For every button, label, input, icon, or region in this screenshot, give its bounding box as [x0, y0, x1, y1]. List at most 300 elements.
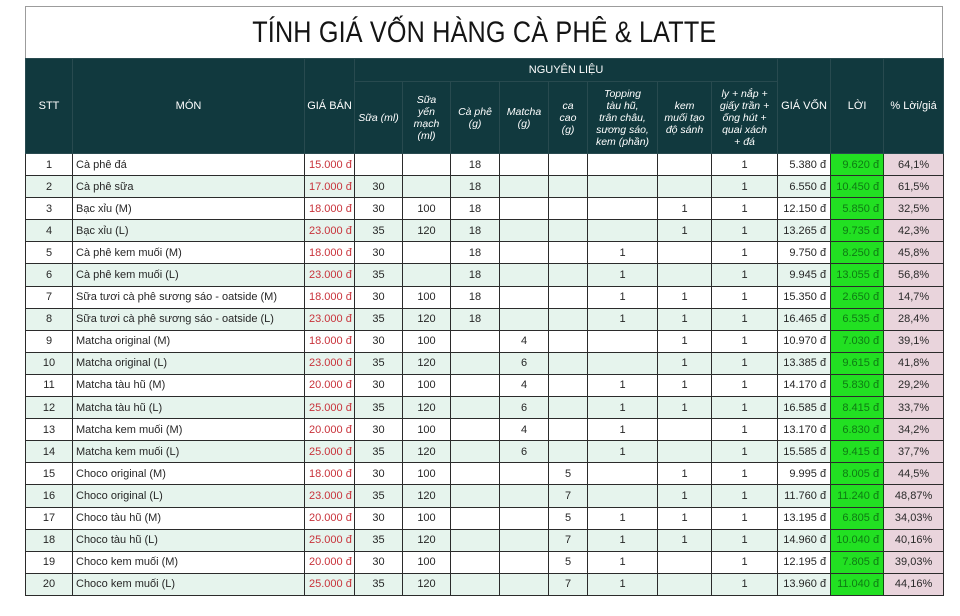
- cell-matcha[interactable]: [500, 154, 549, 176]
- cell-gia-ban[interactable]: 20.000 đ: [305, 374, 355, 396]
- cell-matcha[interactable]: 4: [500, 374, 549, 396]
- cell-sua[interactable]: 30: [355, 374, 403, 396]
- cell-ca-cao[interactable]: [549, 220, 588, 242]
- cell-ca-cao[interactable]: [549, 419, 588, 441]
- cell-sua[interactable]: 35: [355, 441, 403, 463]
- cell-gia-ban[interactable]: 23.000 đ: [305, 352, 355, 374]
- table-row: [26, 242, 944, 264]
- table-row: [26, 374, 944, 396]
- cell-mon[interactable]: Choco original (M): [73, 463, 305, 485]
- cell-loi[interactable]: 5.830 đ: [831, 374, 884, 396]
- cell-sua-yen-mach[interactable]: 120: [403, 352, 451, 374]
- cell-topping[interactable]: 1: [588, 397, 658, 419]
- cell-mon[interactable]: Matcha original (M): [73, 330, 305, 352]
- cell-gia-ban[interactable]: 20.000 đ: [305, 551, 355, 573]
- cell-gia-ban[interactable]: 15.000 đ: [305, 154, 355, 176]
- cell-pct[interactable]: 56,8%: [884, 264, 944, 286]
- cell-ly[interactable]: 1: [712, 198, 778, 220]
- cell-stt[interactable]: 15: [26, 463, 73, 485]
- cell-loi[interactable]: 6.830 đ: [831, 419, 884, 441]
- cell-ly[interactable]: 1: [712, 330, 778, 352]
- cell-kem-muoi[interactable]: 1: [658, 220, 712, 242]
- cell-ca-phe[interactable]: 18: [451, 308, 500, 330]
- cell-topping[interactable]: [588, 352, 658, 374]
- cell-stt[interactable]: 19: [26, 551, 73, 573]
- cell-stt[interactable]: 5: [26, 242, 73, 264]
- cell-mon[interactable]: Cà phê kem muối (L): [73, 264, 305, 286]
- cell-ca-cao[interactable]: 5: [549, 463, 588, 485]
- cell-sua-yen-mach[interactable]: 100: [403, 507, 451, 529]
- table-row: [26, 397, 944, 419]
- cell-loi[interactable]: 9.415 đ: [831, 441, 884, 463]
- cell-sua-yen-mach[interactable]: 120: [403, 529, 451, 551]
- cell-loi[interactable]: 7.030 đ: [831, 330, 884, 352]
- cell-topping[interactable]: [588, 463, 658, 485]
- cell-gia-von[interactable]: 10.970 đ: [778, 330, 831, 352]
- cell-sua[interactable]: 30: [355, 330, 403, 352]
- cell-matcha[interactable]: [500, 176, 549, 198]
- header-nguyen-lieu: NGUYÊN LIỆU: [355, 59, 778, 82]
- cell-mon[interactable]: Cà phê sữa: [73, 176, 305, 198]
- cell-ca-phe[interactable]: [451, 463, 500, 485]
- cell-pct[interactable]: 34,03%: [884, 507, 944, 529]
- cell-ca-cao[interactable]: [549, 397, 588, 419]
- cell-pct[interactable]: 28,4%: [884, 308, 944, 330]
- cell-sua-yen-mach[interactable]: 100: [403, 419, 451, 441]
- cell-sua-yen-mach[interactable]: 100: [403, 198, 451, 220]
- cell-loi[interactable]: 9.615 đ: [831, 352, 884, 374]
- cell-sua-yen-mach[interactable]: 120: [403, 220, 451, 242]
- cell-matcha[interactable]: [500, 551, 549, 573]
- cell-mon[interactable]: Choco tàu hũ (L): [73, 529, 305, 551]
- cell-ly[interactable]: 1: [712, 154, 778, 176]
- cell-loi[interactable]: 8.415 đ: [831, 397, 884, 419]
- cell-stt[interactable]: 8: [26, 308, 73, 330]
- cell-loi[interactable]: 8.250 đ: [831, 242, 884, 264]
- cell-sua[interactable]: 30: [355, 198, 403, 220]
- cell-sua-yen-mach[interactable]: 100: [403, 374, 451, 396]
- table-row: [26, 441, 944, 463]
- header-topping: Topping tàu hũ, trân châu, sương sáo, kem (phần): [588, 82, 658, 154]
- cell-kem-muoi[interactable]: [658, 176, 712, 198]
- cell-kem-muoi[interactable]: [658, 441, 712, 463]
- cell-topping[interactable]: 1: [588, 286, 658, 308]
- cell-gia-von[interactable]: 5.380 đ: [778, 154, 831, 176]
- cell-sua[interactable]: 30: [355, 286, 403, 308]
- cell-ca-cao[interactable]: [549, 154, 588, 176]
- cell-loi[interactable]: 10.040 đ: [831, 529, 884, 551]
- cell-sua[interactable]: 30: [355, 507, 403, 529]
- cell-stt[interactable]: 17: [26, 507, 73, 529]
- cell-topping[interactable]: 1: [588, 308, 658, 330]
- cell-matcha[interactable]: [500, 242, 549, 264]
- cell-ca-phe[interactable]: [451, 330, 500, 352]
- cell-mon[interactable]: Choco original (L): [73, 485, 305, 507]
- table-row: [26, 419, 944, 441]
- cell-sua-yen-mach[interactable]: 100: [403, 551, 451, 573]
- cell-matcha[interactable]: [500, 198, 549, 220]
- cell-topping[interactable]: 1: [588, 507, 658, 529]
- cell-gia-von[interactable]: 13.960 đ: [778, 573, 831, 595]
- cell-stt[interactable]: 7: [26, 286, 73, 308]
- cell-sua[interactable]: 35: [355, 397, 403, 419]
- cell-ly[interactable]: 1: [712, 374, 778, 396]
- cell-kem-muoi[interactable]: 1: [658, 286, 712, 308]
- cell-topping[interactable]: 1: [588, 374, 658, 396]
- cell-mon[interactable]: Bạc xỉu (L): [73, 220, 305, 242]
- cell-loi[interactable]: 10.450 đ: [831, 176, 884, 198]
- cell-ca-phe[interactable]: 18: [451, 286, 500, 308]
- cell-ly[interactable]: 1: [712, 551, 778, 573]
- cell-topping[interactable]: 1: [588, 441, 658, 463]
- cell-sua-yen-mach[interactable]: 120: [403, 308, 451, 330]
- cell-topping[interactable]: [588, 485, 658, 507]
- cell-pct[interactable]: 39,03%: [884, 551, 944, 573]
- cell-sua-yen-mach[interactable]: [403, 154, 451, 176]
- cell-ca-phe[interactable]: 18: [451, 154, 500, 176]
- cell-kem-muoi[interactable]: 1: [658, 198, 712, 220]
- table-row: [26, 176, 944, 198]
- cell-kem-muoi[interactable]: [658, 419, 712, 441]
- cell-loi[interactable]: 11.240 đ: [831, 485, 884, 507]
- cell-matcha[interactable]: 4: [500, 419, 549, 441]
- cell-stt[interactable]: 6: [26, 264, 73, 286]
- cell-matcha[interactable]: [500, 529, 549, 551]
- sheet-title: TÍNH GIÁ VỐN HÀNG CÀ PHÊ & LATTE: [251, 15, 717, 49]
- cell-ly[interactable]: 1: [712, 286, 778, 308]
- cell-stt[interactable]: 2: [26, 176, 73, 198]
- cell-sua-yen-mach[interactable]: 120: [403, 441, 451, 463]
- cell-topping[interactable]: [588, 198, 658, 220]
- cell-ly[interactable]: 1: [712, 352, 778, 374]
- cell-gia-ban[interactable]: 23.000 đ: [305, 264, 355, 286]
- cell-topping[interactable]: 1: [588, 264, 658, 286]
- cell-ly[interactable]: 1: [712, 485, 778, 507]
- cell-gia-ban[interactable]: 25.000 đ: [305, 397, 355, 419]
- cell-ca-cao[interactable]: 7: [549, 485, 588, 507]
- cell-ca-cao[interactable]: 5: [549, 507, 588, 529]
- cell-matcha[interactable]: [500, 463, 549, 485]
- cell-ca-cao[interactable]: [549, 308, 588, 330]
- cell-mon[interactable]: Sữa tươi cà phê sương sáo - oatside (L): [73, 308, 305, 330]
- cell-gia-ban[interactable]: 18.000 đ: [305, 198, 355, 220]
- cell-ca-phe[interactable]: [451, 529, 500, 551]
- cell-gia-von[interactable]: 16.465 đ: [778, 308, 831, 330]
- cell-ca-cao[interactable]: [549, 330, 588, 352]
- cell-ca-cao[interactable]: [549, 286, 588, 308]
- cell-sua-yen-mach[interactable]: 100: [403, 330, 451, 352]
- cell-sua-yen-mach[interactable]: [403, 264, 451, 286]
- cell-topping[interactable]: [588, 330, 658, 352]
- cell-topping[interactable]: [588, 154, 658, 176]
- cell-ca-phe[interactable]: [451, 419, 500, 441]
- cell-gia-ban[interactable]: 18.000 đ: [305, 463, 355, 485]
- cell-ca-cao[interactable]: 5: [549, 551, 588, 573]
- cell-stt[interactable]: 11: [26, 374, 73, 396]
- cell-gia-ban[interactable]: 23.000 đ: [305, 485, 355, 507]
- cell-ly[interactable]: 1: [712, 419, 778, 441]
- cell-loi[interactable]: 8.005 đ: [831, 463, 884, 485]
- cost-sheet: [25, 6, 943, 596]
- cell-ca-phe[interactable]: [451, 397, 500, 419]
- cell-ca-phe[interactable]: [451, 485, 500, 507]
- cell-sua-yen-mach[interactable]: 100: [403, 463, 451, 485]
- cell-gia-ban[interactable]: 23.000 đ: [305, 308, 355, 330]
- table-row: [26, 198, 944, 220]
- cell-pct[interactable]: 41,8%: [884, 352, 944, 374]
- cell-matcha[interactable]: [500, 485, 549, 507]
- cell-loi[interactable]: 2.650 đ: [831, 286, 884, 308]
- cell-sua-yen-mach[interactable]: 120: [403, 573, 451, 595]
- cell-pct[interactable]: 37,7%: [884, 441, 944, 463]
- cell-sua-yen-mach[interactable]: [403, 242, 451, 264]
- cell-ly[interactable]: 1: [712, 507, 778, 529]
- cell-gia-von[interactable]: 15.350 đ: [778, 286, 831, 308]
- cell-pct[interactable]: 39,1%: [884, 330, 944, 352]
- cell-stt[interactable]: 4: [26, 220, 73, 242]
- cell-kem-muoi[interactable]: [658, 264, 712, 286]
- cell-topping[interactable]: 1: [588, 551, 658, 573]
- cell-sua-yen-mach[interactable]: 100: [403, 286, 451, 308]
- cell-loi[interactable]: 6.535 đ: [831, 308, 884, 330]
- cell-mon[interactable]: Choco tàu hũ (M): [73, 507, 305, 529]
- cell-kem-muoi[interactable]: 1: [658, 352, 712, 374]
- cell-kem-muoi[interactable]: 1: [658, 507, 712, 529]
- cell-pct[interactable]: 48,87%: [884, 485, 944, 507]
- cell-ly[interactable]: 1: [712, 441, 778, 463]
- cell-ca-cao[interactable]: [549, 352, 588, 374]
- cell-loi[interactable]: 9.620 đ: [831, 154, 884, 176]
- cell-matcha[interactable]: 6: [500, 441, 549, 463]
- cell-topping[interactable]: 1: [588, 242, 658, 264]
- cell-gia-ban[interactable]: 25.000 đ: [305, 441, 355, 463]
- cell-gia-von[interactable]: 16.585 đ: [778, 397, 831, 419]
- cell-gia-von[interactable]: 12.195 đ: [778, 551, 831, 573]
- cell-mon[interactable]: Choco kem muối (M): [73, 551, 305, 573]
- cell-gia-von[interactable]: 13.195 đ: [778, 507, 831, 529]
- cell-ca-phe[interactable]: [451, 352, 500, 374]
- cell-kem-muoi[interactable]: 1: [658, 330, 712, 352]
- cell-ca-cao[interactable]: 7: [549, 573, 588, 595]
- cell-gia-von[interactable]: 9.750 đ: [778, 242, 831, 264]
- cell-mon[interactable]: Sữa tươi cà phê sương sáo - oatside (M): [73, 286, 305, 308]
- cell-ca-phe[interactable]: 18: [451, 264, 500, 286]
- cell-mon[interactable]: Bạc xỉu (M): [73, 198, 305, 220]
- header-pct: % Lời/giá: [884, 59, 944, 154]
- cell-matcha[interactable]: 6: [500, 352, 549, 374]
- cell-stt[interactable]: 13: [26, 419, 73, 441]
- cell-loi[interactable]: 9.735 đ: [831, 220, 884, 242]
- header-sua: Sữa (ml): [355, 82, 403, 154]
- cell-kem-muoi[interactable]: 1: [658, 529, 712, 551]
- cell-kem-muoi[interactable]: 1: [658, 463, 712, 485]
- cell-sua[interactable]: 35: [355, 573, 403, 595]
- table-row: [26, 352, 944, 374]
- cell-gia-ban[interactable]: 25.000 đ: [305, 573, 355, 595]
- cell-topping[interactable]: 1: [588, 529, 658, 551]
- cell-matcha[interactable]: [500, 507, 549, 529]
- cell-topping[interactable]: 1: [588, 573, 658, 595]
- cell-sua-yen-mach[interactable]: 120: [403, 397, 451, 419]
- cell-stt[interactable]: 9: [26, 330, 73, 352]
- cell-gia-ban[interactable]: 18.000 đ: [305, 286, 355, 308]
- cell-matcha[interactable]: [500, 308, 549, 330]
- cell-mon[interactable]: Matcha tàu hũ (L): [73, 397, 305, 419]
- cell-mon[interactable]: Matcha tàu hũ (M): [73, 374, 305, 396]
- cell-ca-phe[interactable]: [451, 441, 500, 463]
- cell-gia-von[interactable]: 13.265 đ: [778, 220, 831, 242]
- cell-mon[interactable]: Cà phê đá: [73, 154, 305, 176]
- header-ca-cao: ca cao (g): [549, 82, 588, 154]
- cell-ca-cao[interactable]: [549, 374, 588, 396]
- cell-gia-ban[interactable]: 18.000 đ: [305, 330, 355, 352]
- cell-mon[interactable]: Matcha kem muối (M): [73, 419, 305, 441]
- cell-mon[interactable]: Choco kem muối (L): [73, 573, 305, 595]
- cell-gia-ban[interactable]: 25.000 đ: [305, 529, 355, 551]
- cell-ca-phe[interactable]: 18: [451, 176, 500, 198]
- cell-ca-phe[interactable]: [451, 507, 500, 529]
- cell-gia-ban[interactable]: 20.000 đ: [305, 507, 355, 529]
- cell-sua[interactable]: 35: [355, 264, 403, 286]
- cell-ly[interactable]: 1: [712, 176, 778, 198]
- cell-sua[interactable]: 30: [355, 176, 403, 198]
- cell-ly[interactable]: 1: [712, 463, 778, 485]
- cell-matcha[interactable]: [500, 573, 549, 595]
- cell-sua[interactable]: 30: [355, 551, 403, 573]
- cell-ly[interactable]: 1: [712, 397, 778, 419]
- cell-ca-cao[interactable]: [549, 242, 588, 264]
- cell-kem-muoi[interactable]: 1: [658, 374, 712, 396]
- cell-sua[interactable]: 30: [355, 419, 403, 441]
- cell-kem-muoi[interactable]: [658, 551, 712, 573]
- cell-kem-muoi[interactable]: 1: [658, 485, 712, 507]
- cell-gia-von[interactable]: 9.945 đ: [778, 264, 831, 286]
- cell-kem-muoi[interactable]: [658, 154, 712, 176]
- title-box: [25, 6, 943, 58]
- cell-stt[interactable]: 12: [26, 397, 73, 419]
- cell-gia-von[interactable]: 13.385 đ: [778, 352, 831, 374]
- cell-matcha[interactable]: [500, 264, 549, 286]
- cell-pct[interactable]: 44,5%: [884, 463, 944, 485]
- cell-stt[interactable]: 14: [26, 441, 73, 463]
- cell-pct[interactable]: 61,5%: [884, 176, 944, 198]
- cell-ca-phe[interactable]: 18: [451, 242, 500, 264]
- cell-gia-ban[interactable]: 23.000 đ: [305, 220, 355, 242]
- cell-matcha[interactable]: [500, 286, 549, 308]
- cell-gia-von[interactable]: 14.960 đ: [778, 529, 831, 551]
- cell-pct[interactable]: 34,2%: [884, 419, 944, 441]
- header-loi: LỜI: [831, 59, 884, 154]
- cell-stt[interactable]: 16: [26, 485, 73, 507]
- cell-stt[interactable]: 1: [26, 154, 73, 176]
- cell-ly[interactable]: 1: [712, 220, 778, 242]
- cell-pct[interactable]: 40,16%: [884, 529, 944, 551]
- cell-mon[interactable]: Matcha kem muối (L): [73, 441, 305, 463]
- cell-loi[interactable]: 13.055 đ: [831, 264, 884, 286]
- cell-topping[interactable]: [588, 176, 658, 198]
- cell-pct[interactable]: 64,1%: [884, 154, 944, 176]
- table-row: [26, 573, 944, 595]
- cell-sua[interactable]: 30: [355, 242, 403, 264]
- cell-pct[interactable]: 29,2%: [884, 374, 944, 396]
- cell-kem-muoi[interactable]: 1: [658, 308, 712, 330]
- cell-ly[interactable]: 1: [712, 308, 778, 330]
- cell-gia-von[interactable]: 13.170 đ: [778, 419, 831, 441]
- cell-ca-phe[interactable]: [451, 374, 500, 396]
- cell-kem-muoi[interactable]: [658, 573, 712, 595]
- cell-sua[interactable]: [355, 154, 403, 176]
- cell-sua[interactable]: 35: [355, 485, 403, 507]
- cell-ca-phe[interactable]: 18: [451, 220, 500, 242]
- cell-pct[interactable]: 45,8%: [884, 242, 944, 264]
- cell-sua[interactable]: 35: [355, 529, 403, 551]
- cell-stt[interactable]: 20: [26, 573, 73, 595]
- cell-loi[interactable]: 7.805 đ: [831, 551, 884, 573]
- cell-ly[interactable]: 1: [712, 573, 778, 595]
- cell-matcha[interactable]: [500, 220, 549, 242]
- cell-topping[interactable]: 1: [588, 419, 658, 441]
- cell-gia-von[interactable]: 15.585 đ: [778, 441, 831, 463]
- cell-ca-cao[interactable]: [549, 176, 588, 198]
- cell-matcha[interactable]: 4: [500, 330, 549, 352]
- cell-gia-ban[interactable]: 18.000 đ: [305, 242, 355, 264]
- cell-stt[interactable]: 3: [26, 198, 73, 220]
- cell-gia-von[interactable]: 11.760 đ: [778, 485, 831, 507]
- cell-sua[interactable]: 35: [355, 308, 403, 330]
- cell-ca-cao[interactable]: 7: [549, 529, 588, 551]
- cell-sua-yen-mach[interactable]: [403, 176, 451, 198]
- cell-pct[interactable]: 42,3%: [884, 220, 944, 242]
- cell-gia-von[interactable]: 12.150 đ: [778, 198, 831, 220]
- cell-loi[interactable]: 11.040 đ: [831, 573, 884, 595]
- cell-ca-cao[interactable]: [549, 264, 588, 286]
- cell-sua[interactable]: 30: [355, 463, 403, 485]
- cell-gia-von[interactable]: 9.995 đ: [778, 463, 831, 485]
- cell-pct[interactable]: 44,16%: [884, 573, 944, 595]
- cell-gia-ban[interactable]: 17.000 đ: [305, 176, 355, 198]
- cell-kem-muoi[interactable]: [658, 242, 712, 264]
- cell-gia-von[interactable]: 14.170 đ: [778, 374, 831, 396]
- cell-ly[interactable]: 1: [712, 242, 778, 264]
- cell-sua-yen-mach[interactable]: 120: [403, 485, 451, 507]
- table-row: [26, 154, 944, 176]
- cell-mon[interactable]: Matcha original (L): [73, 352, 305, 374]
- cell-sua[interactable]: 35: [355, 352, 403, 374]
- cell-ca-cao[interactable]: [549, 198, 588, 220]
- cell-pct[interactable]: 33,7%: [884, 397, 944, 419]
- cell-matcha[interactable]: 6: [500, 397, 549, 419]
- cell-pct[interactable]: 32,5%: [884, 198, 944, 220]
- cell-topping[interactable]: [588, 220, 658, 242]
- cell-loi[interactable]: 6.805 đ: [831, 507, 884, 529]
- cell-mon[interactable]: Cà phê kem muối (M): [73, 242, 305, 264]
- cell-ca-cao[interactable]: [549, 441, 588, 463]
- cell-loi[interactable]: 5.850 đ: [831, 198, 884, 220]
- cell-gia-von[interactable]: 6.550 đ: [778, 176, 831, 198]
- cell-ly[interactable]: 1: [712, 264, 778, 286]
- table-row: [26, 485, 944, 507]
- cell-ca-phe[interactable]: [451, 573, 500, 595]
- cell-ca-phe[interactable]: [451, 551, 500, 573]
- cell-gia-ban[interactable]: 20.000 đ: [305, 419, 355, 441]
- cell-sua[interactable]: 35: [355, 220, 403, 242]
- cell-ly[interactable]: 1: [712, 529, 778, 551]
- cell-ca-phe[interactable]: 18: [451, 198, 500, 220]
- cell-kem-muoi[interactable]: 1: [658, 397, 712, 419]
- cell-stt[interactable]: 10: [26, 352, 73, 374]
- cell-stt[interactable]: 18: [26, 529, 73, 551]
- cell-pct[interactable]: 14,7%: [884, 286, 944, 308]
